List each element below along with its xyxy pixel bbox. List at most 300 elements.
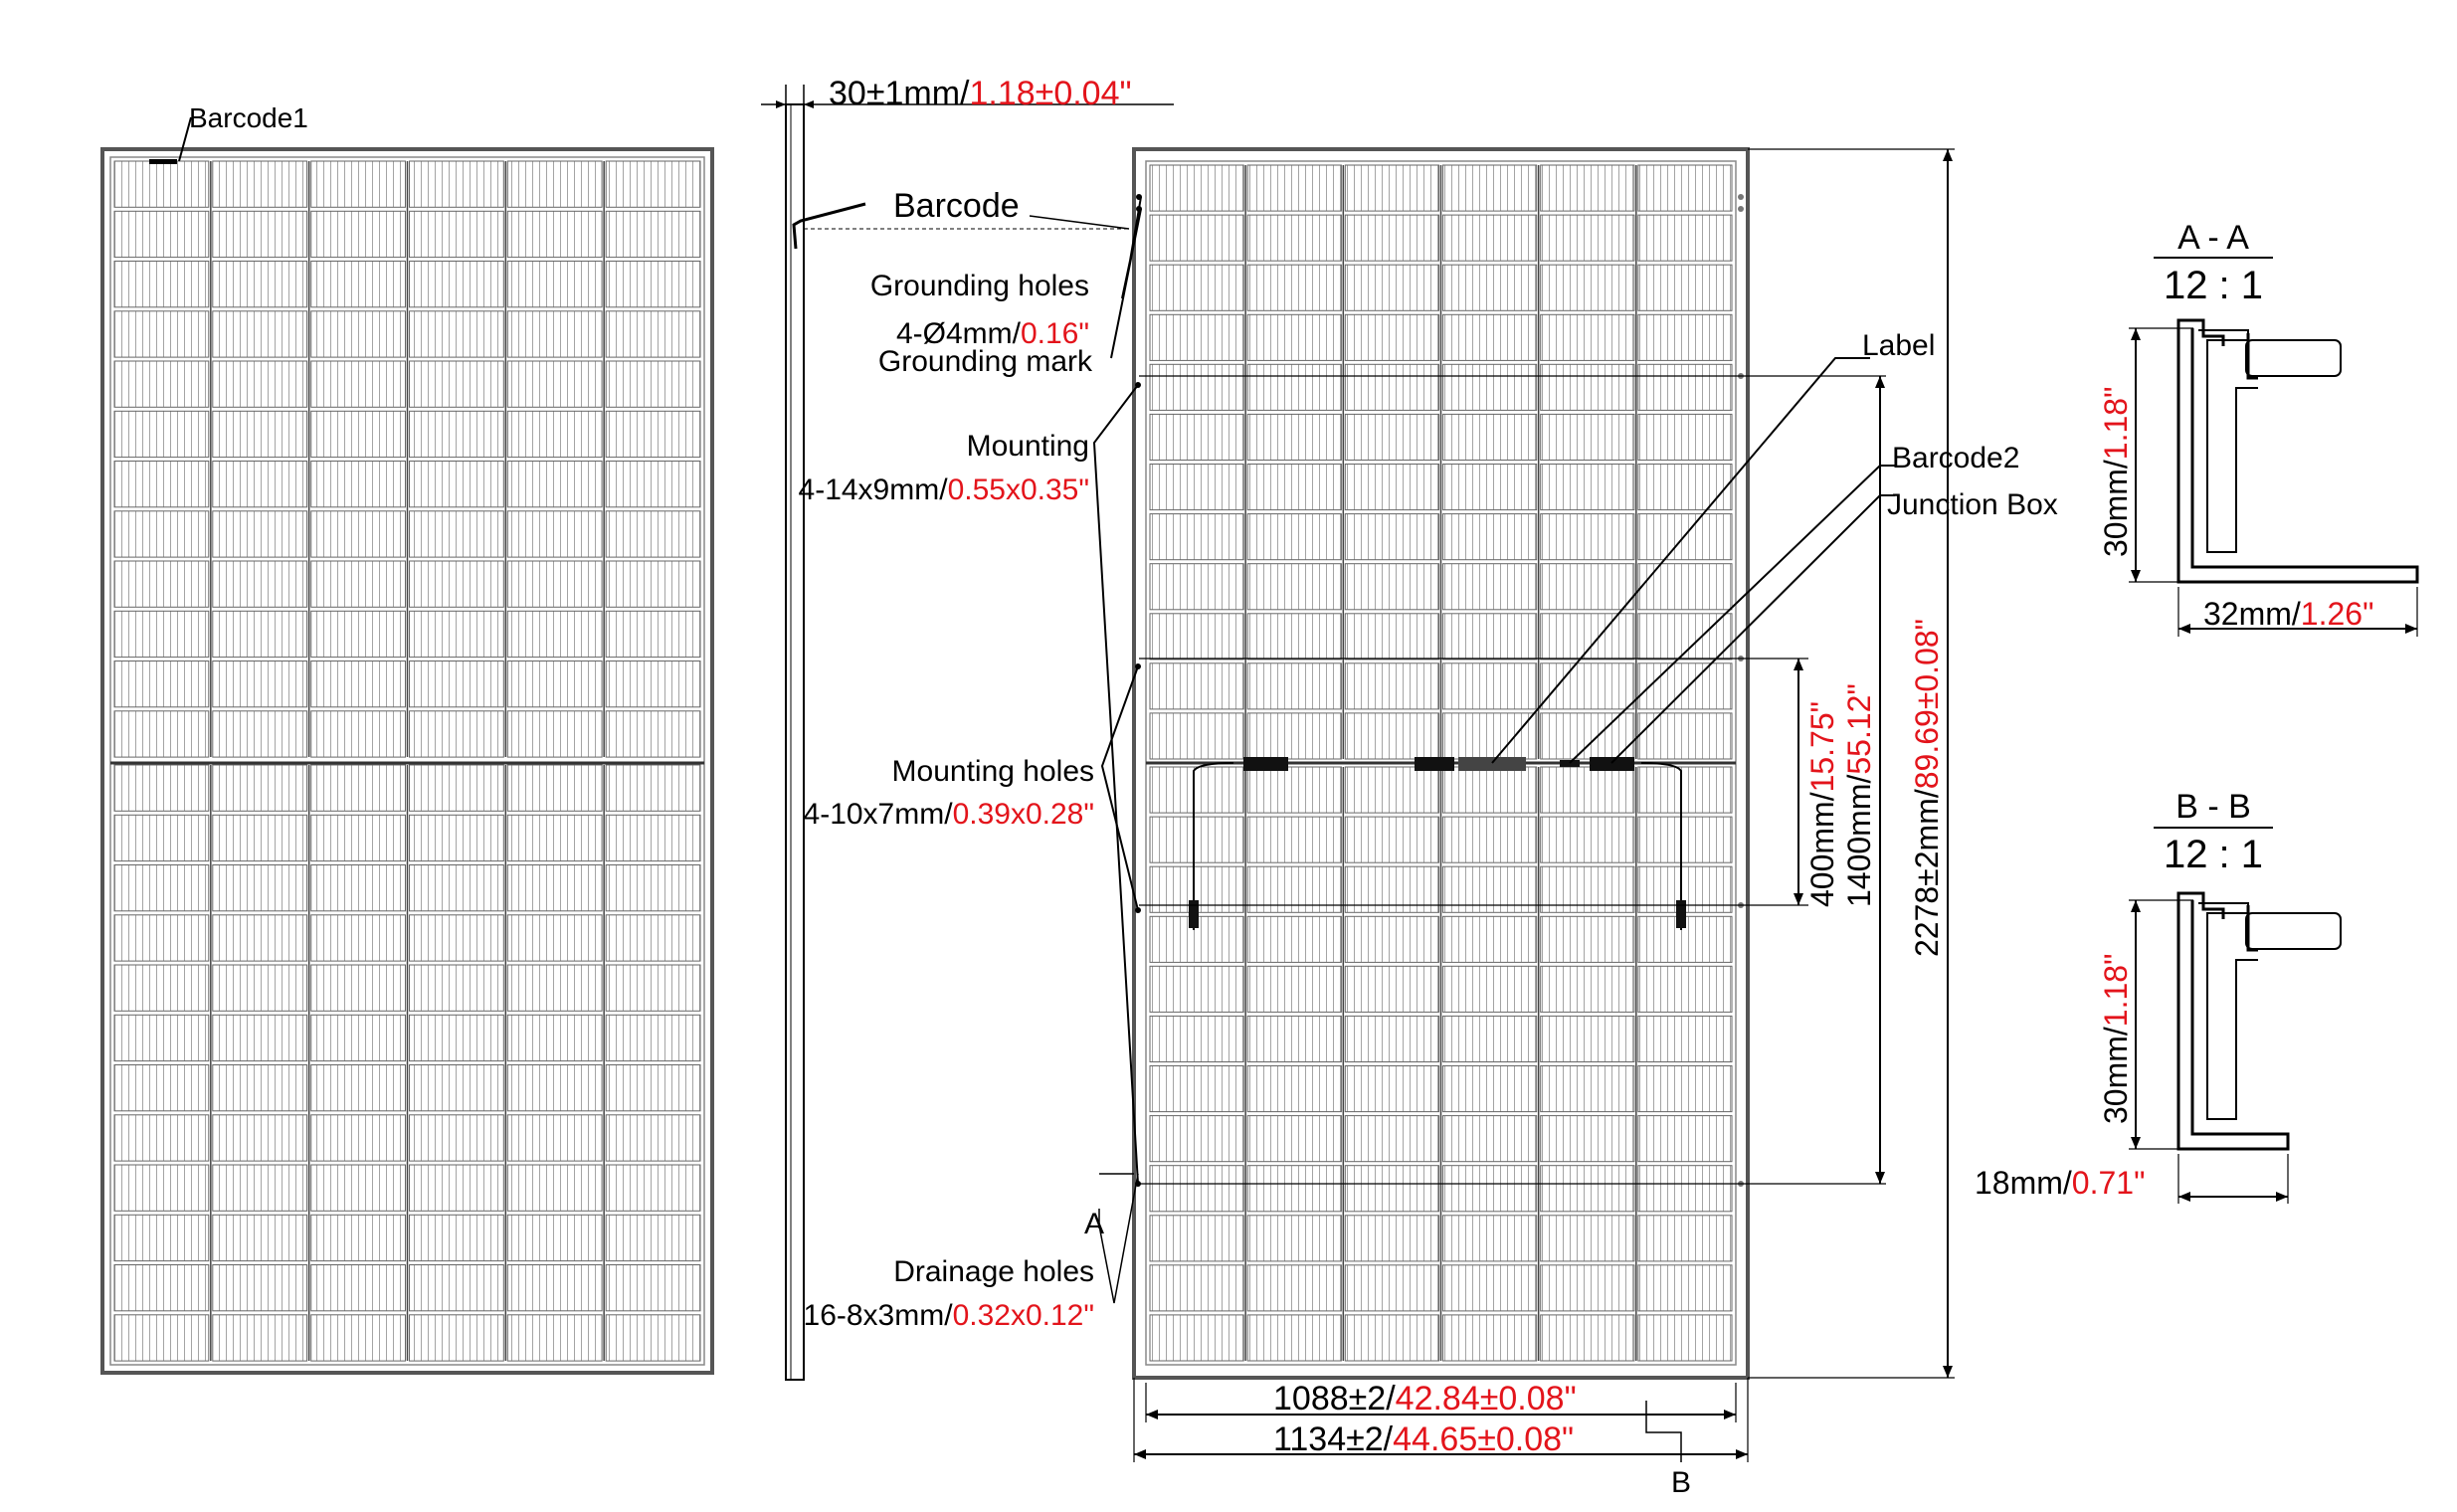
pv-cell	[606, 262, 700, 307]
pv-cell	[311, 662, 406, 707]
pv-cell	[606, 1115, 700, 1161]
barcode1-mark	[149, 159, 177, 164]
pv-cell	[213, 561, 307, 607]
pv-cell	[213, 765, 307, 811]
pv-cell	[311, 865, 406, 911]
pv-cell	[1638, 663, 1732, 709]
pv-cell	[213, 662, 307, 707]
pv-cell	[1443, 1216, 1537, 1261]
barcode2-mark	[1560, 760, 1580, 767]
mounting-label: Mounting	[966, 430, 1089, 463]
pv-cell	[410, 611, 504, 657]
pv-cell	[1150, 414, 1243, 460]
pv-cell	[410, 1015, 504, 1060]
pv-cell	[213, 815, 307, 860]
pv-cell	[606, 511, 700, 557]
pv-cell	[1247, 1116, 1341, 1162]
pv-cell	[606, 711, 700, 757]
pv-cell	[1443, 966, 1537, 1012]
pv-cell	[1638, 364, 1732, 410]
pv-cell	[1638, 215, 1732, 261]
pv-cell	[1541, 564, 1634, 610]
pv-cell	[507, 1065, 602, 1111]
pv-cell	[606, 1265, 700, 1311]
pv-cell	[1541, 1066, 1634, 1112]
pv-cell	[1345, 514, 1438, 560]
pv-cell	[507, 965, 602, 1011]
junction-box-callout: Junction Box	[1887, 488, 2058, 521]
pv-cell	[213, 1065, 307, 1111]
pv-cell	[1345, 713, 1438, 759]
pv-cell	[507, 711, 602, 757]
barcode2-callout: Barcode2	[1892, 442, 2020, 474]
pv-cell	[1345, 1166, 1438, 1212]
pv-cell	[410, 1065, 504, 1111]
pv-cell	[606, 662, 700, 707]
pv-cell	[1443, 1265, 1537, 1311]
grounding-mark-label: Grounding mark	[877, 345, 1092, 378]
pv-cell	[311, 1065, 406, 1111]
connector-left	[1243, 757, 1288, 771]
barcode1-label: Barcode1	[189, 102, 308, 133]
pv-cell	[114, 411, 209, 457]
pv-cell	[1638, 414, 1732, 460]
pv-cell	[1345, 1116, 1438, 1162]
pv-cell	[507, 815, 602, 860]
pv-cell	[1247, 314, 1341, 360]
pv-cell	[507, 561, 602, 607]
pv-cell	[1150, 1265, 1243, 1311]
pv-cell	[1443, 314, 1537, 360]
pv-cell	[1150, 817, 1243, 862]
pv-cell	[507, 211, 602, 257]
section-bb-scale: 12 : 1	[2163, 833, 2264, 876]
pv-cell	[1638, 1216, 1732, 1261]
pv-cell	[1638, 1265, 1732, 1311]
section-b-marker: B	[1671, 1466, 1692, 1499]
pv-cell	[213, 965, 307, 1011]
pv-cell	[213, 915, 307, 961]
pv-cell	[1638, 1016, 1732, 1061]
pv-cell	[507, 161, 602, 207]
pv-cell	[1150, 1116, 1243, 1162]
pv-cell	[1541, 1166, 1634, 1212]
pv-cell	[1345, 564, 1438, 610]
pv-cell	[213, 511, 307, 557]
pv-cell	[1443, 1166, 1537, 1212]
pv-cell	[1443, 1066, 1537, 1112]
junction-box-2	[1590, 757, 1634, 771]
pv-cell	[410, 262, 504, 307]
pv-cell	[410, 411, 504, 457]
pv-cell	[1541, 916, 1634, 962]
pv-cell	[1345, 1265, 1438, 1311]
pv-cell	[1150, 713, 1243, 759]
pv-cell	[606, 462, 700, 507]
pv-cell	[606, 915, 700, 961]
pv-cell	[213, 411, 307, 457]
pv-cell	[114, 161, 209, 207]
pv-cell	[1638, 1166, 1732, 1212]
pv-cell	[1345, 916, 1438, 962]
pv-cell	[1541, 1016, 1634, 1061]
pv-cell	[1150, 767, 1243, 813]
pv-cell	[1638, 165, 1732, 211]
pv-cell	[1247, 215, 1341, 261]
pv-cell	[606, 815, 700, 860]
pv-cell	[410, 765, 504, 811]
pv-cell	[1247, 465, 1341, 510]
pv-cell	[606, 311, 700, 357]
pv-cell	[1150, 165, 1243, 211]
pv-cell	[1443, 364, 1537, 410]
pv-cell	[1443, 767, 1537, 813]
pv-cell	[1150, 1016, 1243, 1061]
pv-cell	[507, 1115, 602, 1161]
pv-cell	[507, 611, 602, 657]
pv-cell	[213, 1015, 307, 1060]
pv-cell	[114, 965, 209, 1011]
connector-bottom-right	[1676, 900, 1686, 928]
pv-cell	[1443, 514, 1537, 560]
pv-cell	[1541, 1116, 1634, 1162]
pv-cell	[1541, 314, 1634, 360]
pv-cell	[1150, 514, 1243, 560]
pv-cell	[1638, 1116, 1732, 1162]
pv-cell	[1150, 465, 1243, 510]
pv-cell	[1345, 817, 1438, 862]
pv-cell	[1247, 713, 1341, 759]
pv-cell	[1150, 663, 1243, 709]
mounting-holes-label: Mounting holes	[891, 755, 1094, 788]
pv-cell	[1247, 1166, 1341, 1212]
mounting-holes-spec: 4-10x7mm/0.39x0.28"	[803, 798, 1094, 831]
pv-cell	[1247, 1265, 1341, 1311]
label-plate	[1458, 757, 1526, 771]
pv-cell	[1345, 414, 1438, 460]
pv-cell	[1247, 1066, 1341, 1112]
pv-cell	[114, 511, 209, 557]
side-barcode-label: Barcode	[893, 187, 1020, 225]
pv-cell	[311, 411, 406, 457]
pv-cell	[1247, 414, 1341, 460]
pv-cell	[1541, 165, 1634, 211]
pv-cell	[1247, 1315, 1341, 1361]
pv-cell	[213, 311, 307, 357]
dim-1134: 1134±2/44.65±0.08"	[1273, 1420, 1575, 1458]
pv-cell	[507, 462, 602, 507]
dim-400: 400mm/15.75"	[1804, 700, 1840, 907]
pv-cell	[213, 1265, 307, 1311]
pv-cell	[1150, 966, 1243, 1012]
pv-cell	[1345, 265, 1438, 310]
pv-cell	[114, 662, 209, 707]
pv-cell	[410, 361, 504, 407]
pv-cell	[507, 765, 602, 811]
pv-cell	[114, 1265, 209, 1311]
pv-cell	[114, 262, 209, 307]
pv-cell	[1443, 713, 1537, 759]
pv-cell	[311, 311, 406, 357]
pv-cell	[213, 161, 307, 207]
pv-cell	[507, 311, 602, 357]
pv-cell	[1638, 713, 1732, 759]
pv-cell	[507, 662, 602, 707]
pv-cell	[1638, 314, 1732, 360]
pv-cell	[1247, 1216, 1341, 1261]
pv-cell	[213, 1115, 307, 1161]
label-callout: Label	[1862, 329, 1936, 362]
pv-cell	[1247, 817, 1341, 862]
pv-cell	[507, 1315, 602, 1361]
pv-cell	[213, 1165, 307, 1211]
pv-cell	[410, 1165, 504, 1211]
pv-cell	[606, 361, 700, 407]
pv-cell	[311, 1015, 406, 1060]
pv-cell	[213, 1315, 307, 1361]
pv-cell	[1247, 564, 1341, 610]
pv-cell	[507, 1015, 602, 1060]
pv-cell	[114, 765, 209, 811]
section-bb-height: 30mm/1.18"	[2098, 953, 2134, 1124]
pv-cell	[410, 161, 504, 207]
drainage-holes-label: Drainage holes	[893, 1255, 1094, 1288]
pv-cell	[410, 211, 504, 257]
pv-cell	[507, 1265, 602, 1311]
pv-cell	[114, 361, 209, 407]
pv-cell	[410, 662, 504, 707]
pv-cell	[1247, 663, 1341, 709]
pv-cell	[606, 161, 700, 207]
section-aa-height: 30mm/1.18"	[2098, 386, 2134, 557]
pv-cell	[1638, 564, 1732, 610]
thickness-dimension: 30±1mm/1.18±0.04"	[829, 75, 1132, 112]
pv-cell	[1443, 916, 1537, 962]
pv-cell	[1638, 767, 1732, 813]
pv-cell	[606, 1015, 700, 1060]
pv-cell	[1150, 215, 1243, 261]
pv-cell	[1541, 1315, 1634, 1361]
pv-cell	[1443, 663, 1537, 709]
pv-cell	[507, 411, 602, 457]
pv-cell	[311, 1315, 406, 1361]
pv-cell	[114, 1115, 209, 1161]
pv-cell	[114, 561, 209, 607]
pv-cell	[1247, 767, 1341, 813]
pv-cell	[1247, 966, 1341, 1012]
pv-cell	[1443, 614, 1537, 660]
front-cell-grid	[114, 161, 700, 1361]
pv-cell	[311, 561, 406, 607]
pv-cell	[1443, 265, 1537, 310]
pv-cell	[1443, 465, 1537, 510]
pv-cell	[1247, 514, 1341, 560]
pv-cell	[1541, 614, 1634, 660]
pv-cell	[606, 965, 700, 1011]
pv-cell	[1345, 465, 1438, 510]
pv-cell	[311, 462, 406, 507]
pv-cell	[1150, 1066, 1243, 1112]
pv-cell	[1150, 265, 1243, 310]
pv-cell	[311, 1115, 406, 1161]
pv-cell	[311, 815, 406, 860]
pv-cell	[213, 711, 307, 757]
pv-cell	[1638, 817, 1732, 862]
pv-cell	[1247, 165, 1341, 211]
pv-cell	[1541, 713, 1634, 759]
pv-cell	[114, 211, 209, 257]
pv-cell	[1541, 1216, 1634, 1261]
pv-cell	[311, 965, 406, 1011]
pv-cell	[1150, 614, 1243, 660]
pv-cell	[1345, 314, 1438, 360]
pv-cell	[1541, 414, 1634, 460]
pv-cell	[114, 1065, 209, 1111]
pv-cell	[410, 815, 504, 860]
section-aa-width: 32mm/1.26"	[2203, 596, 2374, 632]
pv-cell	[410, 1215, 504, 1260]
pv-cell	[507, 1215, 602, 1260]
pv-cell	[1541, 1265, 1634, 1311]
pv-cell	[311, 211, 406, 257]
pv-cell	[507, 865, 602, 911]
pv-cell	[1345, 614, 1438, 660]
pv-cell	[311, 915, 406, 961]
pv-cell	[1541, 265, 1634, 310]
pv-cell	[1345, 364, 1438, 410]
pv-cell	[1247, 364, 1341, 410]
pv-cell	[606, 561, 700, 607]
pv-cell	[1638, 465, 1732, 510]
pv-cell	[114, 711, 209, 757]
pv-cell	[311, 1265, 406, 1311]
pv-cell	[1541, 215, 1634, 261]
pv-cell	[1541, 663, 1634, 709]
pv-cell	[311, 511, 406, 557]
pv-cell	[410, 1265, 504, 1311]
pv-cell	[1150, 314, 1243, 360]
pv-cell	[1150, 1216, 1243, 1261]
pv-cell	[213, 262, 307, 307]
pv-cell	[1247, 614, 1341, 660]
pv-cell	[507, 511, 602, 557]
pv-cell	[311, 765, 406, 811]
pv-cell	[114, 462, 209, 507]
pv-cell	[410, 311, 504, 357]
pv-cell	[606, 1315, 700, 1361]
pv-cell	[410, 915, 504, 961]
pv-cell	[1443, 215, 1537, 261]
pv-cell	[114, 815, 209, 860]
pv-cell	[1345, 1216, 1438, 1261]
pv-cell	[410, 711, 504, 757]
pv-cell	[410, 865, 504, 911]
pv-cell	[1638, 1315, 1732, 1361]
pv-cell	[606, 211, 700, 257]
grounding-holes-label: Grounding holes	[869, 270, 1089, 302]
dim-1400: 1400mm/55.12"	[1841, 683, 1877, 907]
pv-cell	[507, 262, 602, 307]
pv-cell	[1443, 1016, 1537, 1061]
pv-cell	[1541, 966, 1634, 1012]
pv-cell	[1345, 663, 1438, 709]
pv-cell	[311, 161, 406, 207]
drainage-holes-spec: 16-8x3mm/0.32x0.12"	[803, 1299, 1094, 1332]
pv-cell	[213, 865, 307, 911]
pv-cell	[606, 1165, 700, 1211]
pv-cell	[1443, 817, 1537, 862]
pv-cell	[606, 1215, 700, 1260]
front-view	[102, 117, 712, 1373]
pv-cell	[507, 915, 602, 961]
pv-cell	[1541, 514, 1634, 560]
pv-cell	[1150, 364, 1243, 410]
pv-cell	[213, 611, 307, 657]
pv-cell	[606, 865, 700, 911]
pv-cell	[311, 361, 406, 407]
pv-cell	[114, 611, 209, 657]
pv-cell	[114, 1315, 209, 1361]
pv-cell	[1247, 916, 1341, 962]
section-bb-width: 18mm/0.71"	[1975, 1165, 2146, 1201]
pv-cell	[1443, 1116, 1537, 1162]
pv-cell	[1443, 1315, 1537, 1361]
pv-cell	[1247, 265, 1341, 310]
pv-cell	[311, 262, 406, 307]
pv-cell	[1443, 564, 1537, 610]
pv-cell	[213, 462, 307, 507]
connector-bottom-left	[1189, 900, 1199, 928]
pv-cell	[1443, 414, 1537, 460]
pv-cell	[114, 915, 209, 961]
pv-cell	[114, 311, 209, 357]
grounding-holes-spec: 4-Ø4mm/0.16"	[895, 317, 1089, 350]
pv-cell	[213, 361, 307, 407]
section-a-marker: A	[1084, 1208, 1105, 1240]
pv-cell	[410, 1115, 504, 1161]
pv-cell	[1541, 465, 1634, 510]
pv-cell	[1150, 564, 1243, 610]
pv-cell	[1345, 1016, 1438, 1061]
section-bb	[2129, 828, 2341, 1204]
pv-cell	[114, 1165, 209, 1211]
pv-cell	[1150, 1166, 1243, 1212]
pv-cell	[606, 411, 700, 457]
pv-cell	[410, 1315, 504, 1361]
pv-cell	[410, 511, 504, 557]
dim-1088: 1088±2/42.84±0.08"	[1273, 1380, 1577, 1418]
mounting-spec: 4-14x9mm/0.55x0.35"	[798, 473, 1089, 506]
pv-cell	[606, 611, 700, 657]
pv-cell	[1345, 767, 1438, 813]
pv-cell	[1541, 364, 1634, 410]
pv-cell	[606, 765, 700, 811]
pv-cell	[1247, 1016, 1341, 1061]
pv-cell	[507, 1165, 602, 1211]
pv-cell	[1345, 966, 1438, 1012]
pv-cell	[311, 1165, 406, 1211]
pv-cell	[114, 1015, 209, 1060]
pv-cell	[1345, 1066, 1438, 1112]
pv-cell	[1638, 265, 1732, 310]
pv-cell	[410, 965, 504, 1011]
section-bb-title: B - B	[2175, 788, 2251, 826]
pv-cell	[1150, 1315, 1243, 1361]
pv-cell	[213, 211, 307, 257]
pv-cell	[114, 865, 209, 911]
pv-cell	[1541, 817, 1634, 862]
pv-cell	[1638, 966, 1732, 1012]
